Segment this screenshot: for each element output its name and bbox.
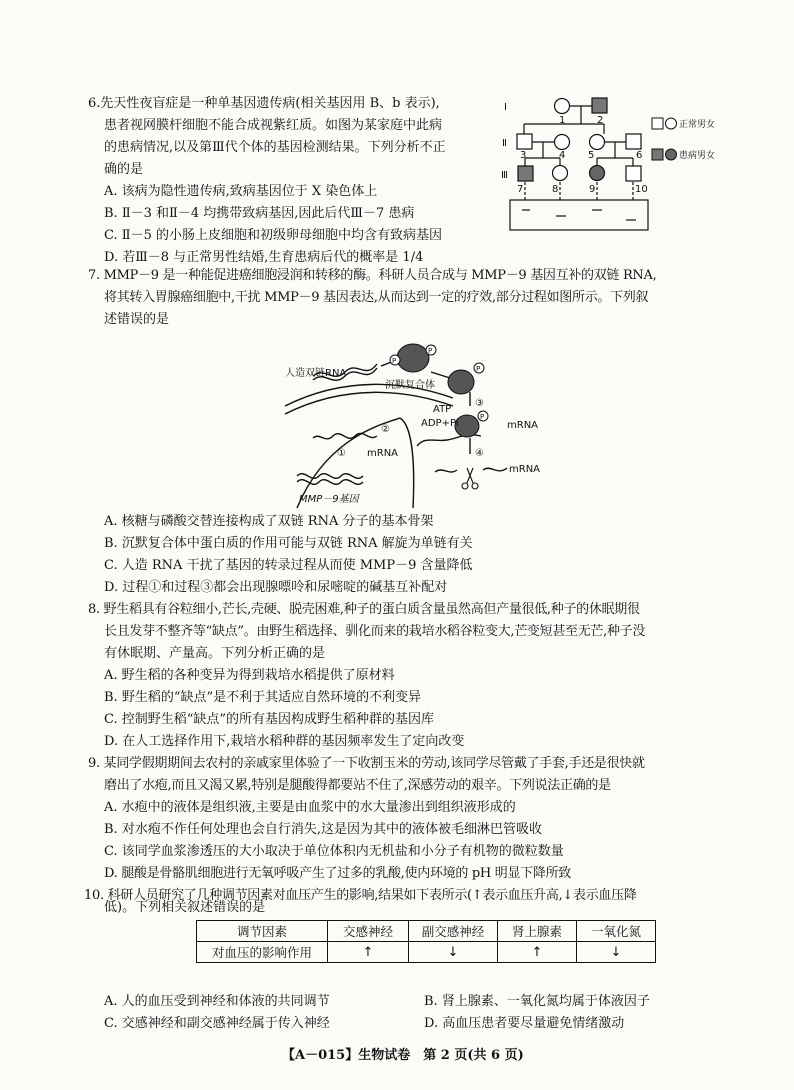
rnai-diagram	[285, 336, 565, 508]
pedigree-diagram	[500, 92, 716, 272]
phosphate-label: P	[480, 413, 485, 421]
effect-arrow-up: ↑	[498, 942, 577, 963]
effect-arrow-up: ↑	[328, 942, 409, 963]
mrna-label-right: mRNA	[507, 420, 539, 431]
gen-label-iii: Ⅲ	[501, 170, 508, 181]
artificial-rna-label: 人造双链RNA	[285, 368, 347, 379]
q7-option-a: A. 核糖与磷酸交替连接构成了双链 RNA 分子的基本骨架	[104, 514, 434, 529]
q7-line-2: 将其转入胃腺癌细胞中,干扰 MMP－9 基因表达,从而达到一定的疗效,部分过程如图所示。下列叙	[104, 290, 649, 305]
q7-option-b: B. 沉默复合体中蛋白质的作用可能与双链 RNA 解旋为单链有关	[104, 536, 473, 551]
adp-label: ADP+Pi	[421, 418, 459, 429]
pedigree-ii-5	[590, 135, 605, 150]
q6-option-a: A. 该病为隐性遗传病,致病基因位于 X 染色体上	[104, 184, 378, 199]
q10-option-a: A. 人的血压受到神经和体液的共同调节	[104, 994, 330, 1009]
q8-option-b: B. 野生稻的“缺点”是不利于其适应自然环境的不利变异	[104, 690, 422, 705]
gen-label-ii: Ⅱ	[502, 138, 507, 149]
pedigree-iii-7	[518, 166, 533, 181]
step-1: ①	[337, 448, 346, 459]
legend-normal: 正常男女	[679, 120, 716, 130]
effect-arrow-down: ↓	[577, 942, 656, 963]
legend-affected: 患病男女	[679, 151, 716, 161]
atp-label: ATP	[433, 404, 452, 415]
q7-line-1: 7. MMP－9 是一种能促进癌细胞浸润和转移的酶。科研人员合成与 MMP－9 基因互补的双链 RNA,	[88, 268, 657, 283]
pedigree-i-1	[555, 99, 570, 114]
q6-line-3: 的患病情况,以及第Ⅲ代个体的基因检测结果。下列分析不正	[104, 140, 446, 155]
table-header-cell: 肾上腺素	[498, 921, 577, 942]
silencing-complex-label: 沉默复合体	[385, 380, 435, 391]
gene-label: MMP－9基因	[299, 494, 359, 505]
scissors-icon	[462, 468, 478, 489]
num-1: 1	[559, 115, 566, 126]
num-4: 4	[559, 150, 566, 161]
q10-option-b: B. 肾上腺素、一氧化氮均属于体液因子	[424, 994, 650, 1009]
num-3: 3	[520, 150, 527, 161]
q8-option-a: A. 野生稻的各种变异为得到栽培水稻提供了原材料	[104, 668, 395, 683]
num-5: 5	[588, 150, 595, 161]
q7-option-d: D. 过程①和过程③都会出现腺嘌呤和尿嘧啶的碱基互补配对	[104, 580, 448, 595]
q9-line-2: 磨出了水疱,而且又渴又累,特别是腿酸得都要站不住了,深感劳动的艰辛。下列说法正确的是	[104, 778, 611, 793]
phosphate-label: P	[428, 347, 433, 355]
step-2: ②	[381, 424, 390, 435]
gen-label-i: Ⅰ	[504, 102, 507, 113]
page-footer: 【A－015】生物试卷 第 2 页(共 6 页)	[282, 1048, 524, 1063]
q9-option-d: D. 腿酸是骨骼肌细胞进行无氧呼吸产生了过多的乳酸,使内环境的 pH 明显下降所致	[104, 866, 571, 881]
phosphate-label: P	[392, 357, 397, 365]
pedigree-iii-10	[626, 166, 641, 181]
q9-option-b: B. 对水疱不作任何处理也会自行消失,这是因为其中的液体被毛细淋巴管吸收	[104, 822, 542, 837]
mrna-label-nucleus: mRNA	[367, 448, 399, 459]
table-header-cell: 交感神经	[328, 921, 409, 942]
num-9: 9	[589, 184, 596, 195]
q6-line-2: 患者视网膜杆细胞不能合成视紫红质。如图为某家庭中此病	[104, 118, 443, 133]
q8-line-3: 有休眠期、产量高。下列分析正确的是	[104, 646, 326, 661]
table-header-cell: 一氧化氮	[577, 921, 656, 942]
q10-line-1: 10. 科研人员研究了几种调节因素对血压产生的影响,结果如下表所示(↑表示血压升高,↓表示血压降	[84, 888, 637, 903]
step-4: ④	[475, 448, 484, 459]
q6-line-1: 6.先天性夜盲症是一种单基因遗传病(相关基因用 B、b 表示),	[88, 96, 440, 111]
q7-option-c: C. 人造 RNA 干扰了基因的转录过程从而使 MMP－9 含量降低	[104, 558, 473, 573]
mrna-label-cleaved: mRNA	[509, 464, 541, 475]
step-3: ③	[475, 398, 484, 409]
q8-line-1: 8. 野生稻具有谷粒细小,芒长,壳硬、脱壳困难,种子的蛋白质含量虽然高但产量很低,种子的休眠期很	[88, 602, 640, 617]
q8-option-d: D. 在人工选择作用下,栽培水稻种群的基因频率发生了定向改变	[104, 734, 465, 749]
table-row-label: 对血压的影响作用	[197, 942, 328, 963]
num-6: 6	[636, 150, 643, 161]
pedigree-iii-9	[590, 166, 605, 181]
q10-line-2: 低)。下列相关叙述错误的是	[104, 900, 266, 915]
table-row	[197, 942, 656, 963]
table-header-cell: 副交感神经	[409, 921, 498, 942]
q8-line-2: 长且发芽不整齐等“缺点”。由野生稻选择、驯化而来的栽培水稻谷粒变大,芒变短甚至无芒,种子没	[104, 624, 646, 639]
q9-option-c: C. 该同学血浆渗透压的大小取决于单位体积内无机盐和小分子有机物的微粒数量	[104, 844, 564, 859]
table-header-cell: 调节因素	[197, 921, 328, 942]
q9-option-a: A. 水疱中的液体是组织液,主要是由血浆中的水大量渗出到组织液形成的	[104, 800, 516, 815]
q10-option-c: C. 交感神经和副交感神经属于传入神经	[104, 1016, 330, 1031]
num-2: 2	[597, 115, 604, 126]
q6-line-4: 确的是	[104, 162, 144, 177]
effect-arrow-down: ↓	[409, 942, 498, 963]
pedigree-i-2	[592, 98, 607, 113]
pedigree-ii-4	[555, 135, 570, 150]
q6-option-c: C. Ⅱ－5 的小肠上皮细胞和初级卵母细胞中均含有致病基因	[104, 228, 442, 243]
q6-option-d: D. 若Ⅲ－8 与正常男性结婚,生育患病后代的概率是 1/4	[104, 250, 424, 265]
num-8: 8	[552, 184, 559, 195]
q9-line-1: 9. 某同学假期期间去农村的亲戚家里体验了一下收割玉米的劳动,该同学尽管戴了手套,手还是很快就	[88, 756, 645, 771]
q7-line-3: 述错误的是	[104, 312, 170, 327]
q6-option-b: B. Ⅱ－3 和Ⅱ－4 均携带致病基因,因此后代Ⅲ－7 患病	[104, 206, 415, 221]
pedigree-ii-6	[626, 134, 641, 149]
num-10: 10	[635, 184, 648, 195]
q8-option-c: C. 控制野生稻“缺点”的所有基因构成野生稻种群的基因库	[104, 712, 435, 727]
q10-option-d: D. 高血压患者要尽量避免情绪激动	[424, 1016, 625, 1031]
table-header-row	[197, 921, 656, 942]
blood-pressure-table	[196, 920, 656, 963]
phosphate-label: P	[476, 365, 481, 373]
pedigree-iii-8	[553, 166, 568, 181]
pedigree-ii-3	[517, 134, 532, 149]
num-7: 7	[517, 184, 524, 195]
